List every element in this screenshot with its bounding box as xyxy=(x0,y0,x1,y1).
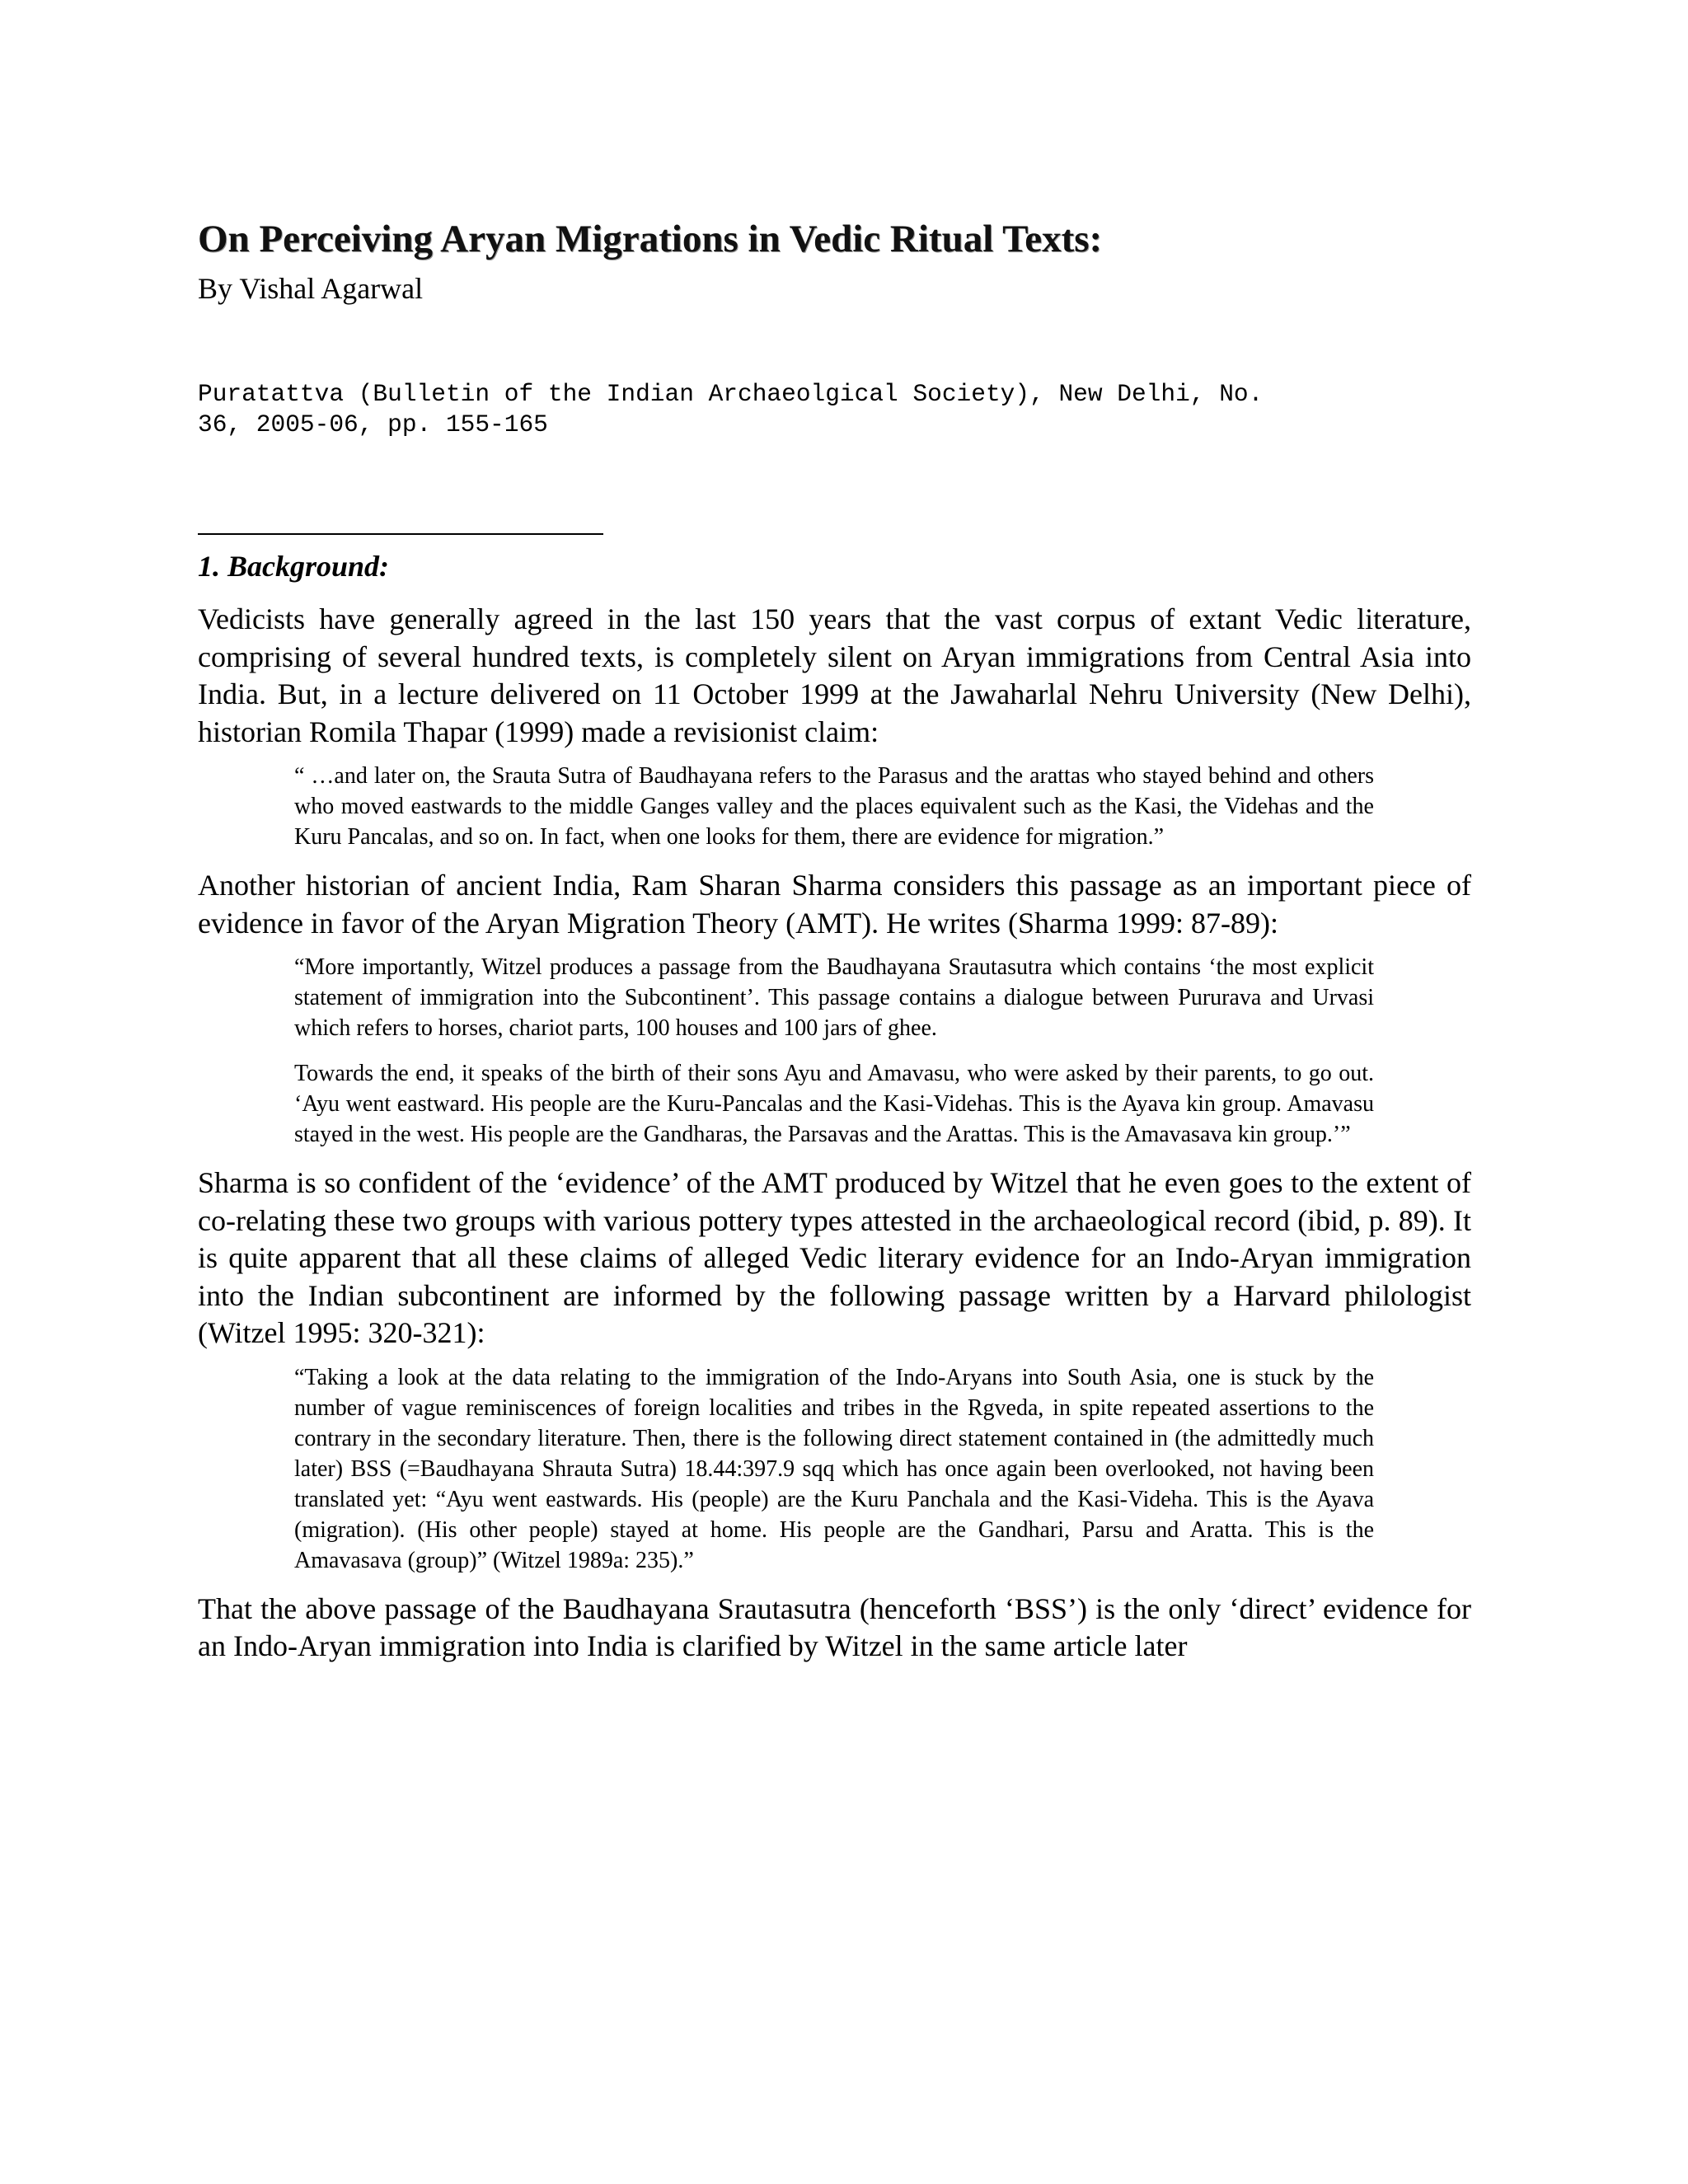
paragraph-3: Sharma is so confident of the ‘evidence’ of the AMT produced by Witzel that he even goes to the extent of co-relating these two groups with various pottery types attested in the archaeological record (ibid, p. 89). It is quite apparent that all these claims of alleged Vedic literary evidence for an Indo-Aryan immigration into the Indian subcontinent are informed by the following passage written by a Harvard philologist (Witzel 1995: 320-321): xyxy=(198,1166,1471,1349)
citation-line-1: Puratattva (Bulletin of the Indian Archaeolgical Society), New Delhi, No. xyxy=(198,380,1264,408)
citation xyxy=(198,379,1471,440)
quote-sharma-1: “More importantly, Witzel produces a passage from the Baudhayana Srautasutra which contains ‘the most explicit statement of immigration into the Subcontinent’. This passage contains a dialogue between Pururava and Urvasi which refers to horses, chariot parts, 100 houses and 100 jars of ghee. xyxy=(294,954,1374,1041)
quote-thapar: “ …and later on, the Srauta Sutra of Baudhayana refers to the Parasus and the arattas who stayed behind and others who moved eastwards to the middle Ganges valley and the places equivalent such as the Kasi, the Videhas and the Kuru Pancalas, and so on. In fact, when one looks for them, there are evidence for migration.” xyxy=(294,763,1374,850)
document-page xyxy=(198,216,1471,1666)
quote-sharma-2: Towards the end, it speaks of the birth of their sons Ayu and Amavasu, who were asked by their parents, to go out. ‘Ayu went eastward. His people are the Kuru-Pancalas and the Kasi-Videhas. This is the Ayava kin group. Amavasu stayed in the west. His people are the Gandharas, the Parsavas and the Arattas. This is the Amavasava kin group.’” xyxy=(294,1061,1374,1147)
section-divider xyxy=(198,533,603,535)
quote-witzel: “Taking a look at the data relating to the immigration of the Indo-Aryans into South Asia, one is stuck by the number of vague reminiscences of foreign localities and tribes in the Rgveda, in spite repeated assertions to the contrary in the secondary literature. Then, there is the following direct statement contained in (the admittedly much later) BSS (=Baudhayana Shrauta Sutra) 18.44:397.9 sqq which has once again been overlooked, not having been translated yet: “Ayu went eastwards. His (people) are the Kuru Panchala and the Kasi-Videha. This is the Ayava (migration). (His other people) stayed at home. His people are the Gandhari, Parsu and Aratta. This is the Amavasava (group)” (Witzel 1989a: 235).” xyxy=(294,1364,1374,1573)
paragraph-1: Vedicists have generally agreed in the last 150 years that the vast corpus of extant Vedic literature, comprising of several hundred texts, is completely silent on Aryan immigrations from Central Asia into India. But, in a lecture delivered on 11 October 1999 at the Jawaharlal Nehru University (New Delhi), historian Romila Thapar (1999) made a revisionist claim: xyxy=(198,602,1471,748)
citation-line-2: 36, 2005-06, pp. 155-165 xyxy=(198,410,548,438)
paragraph-4: That the above passage of the Baudhayana Srautasutra (henceforth ‘BSS’) is the only ‘direct’ evidence for an Indo-Aryan immigration into India is clarified by Witzel in the same article later xyxy=(198,1591,1471,1662)
author-line: By Vishal Agarwal xyxy=(198,272,424,305)
section-heading: 1. Background: xyxy=(198,550,390,583)
paragraph-2: Another historian of ancient India, Ram Sharan Sharma considers this passage as an important piece of evidence in favor of the Aryan Migration Theory (AMT). He writes (Sharma 1999: 87-89): xyxy=(198,869,1471,940)
document-title: On Perceiving Aryan Migrations in Vedic Ritual Texts: xyxy=(198,218,1103,260)
